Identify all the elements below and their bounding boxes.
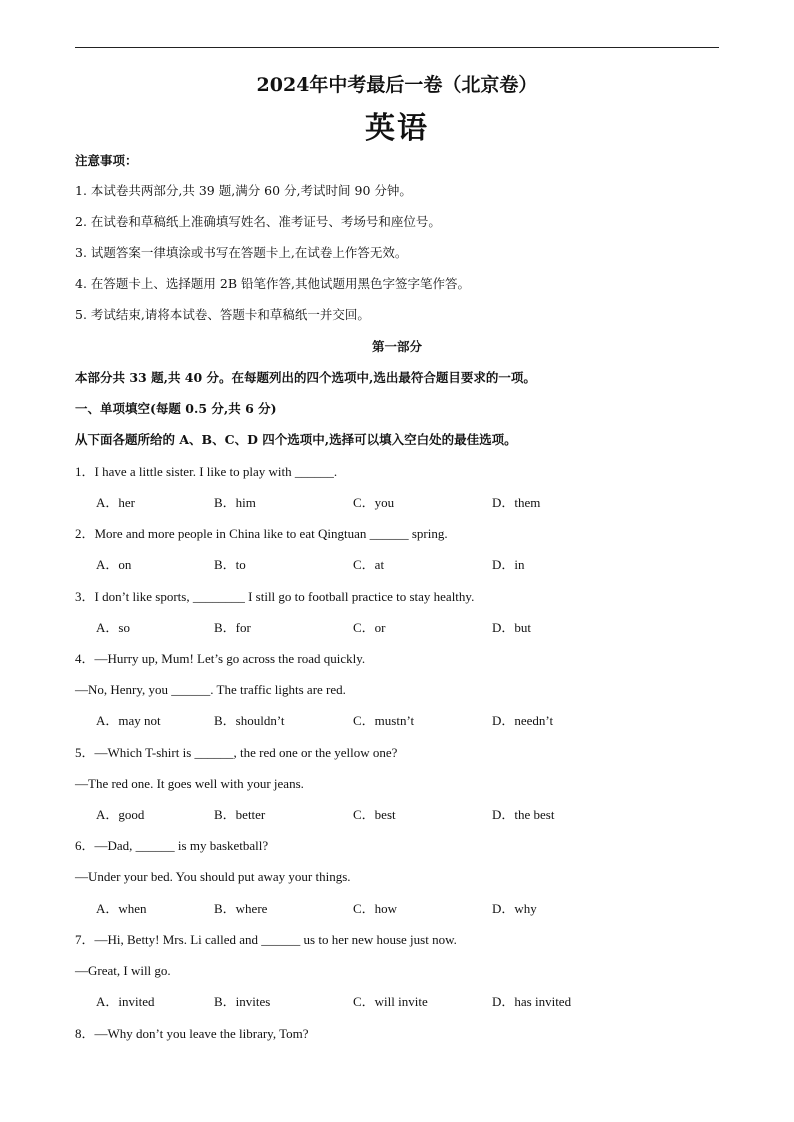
note-item: 4. 在答题卡上、选择题用 2B 铅笔作答,其他试题用黑色字签字笔作答。 (75, 276, 470, 291)
option-d: D．has invited (492, 994, 572, 1009)
question-dialogue: —The red one. It goes well with your jeans. (75, 776, 304, 791)
exam-subject: 英语 (365, 111, 429, 146)
option-d: D．in (492, 557, 525, 572)
note-item: 2. 在试卷和草稿纸上准确填写姓名、准考证号、考场号和座位号。 (75, 214, 441, 229)
option-a: A．on (96, 557, 132, 572)
question-dialogue: —No, Henry, you ______. The traffic lights are red. (75, 682, 346, 697)
question-stem: 6．—Dad, ______ is my basketball? (75, 838, 269, 853)
question-stem: 7．—Hi, Betty! Mrs. Li called and ______ us to her new house just now. (75, 932, 457, 947)
note-item: 1. 本试卷共两部分,共 39 题,满分 60 分,考试时间 90 分钟。 (75, 183, 412, 198)
notes-heading: 注意事项： (75, 153, 138, 168)
question-dialogue: —Great, I will go. (75, 963, 171, 978)
option-c: C．you (353, 495, 395, 510)
option-a: A．when (96, 901, 147, 916)
option-a: A．her (96, 495, 135, 510)
option-c: C．will invite (353, 994, 428, 1009)
option-d: D．but (492, 620, 532, 635)
option-d: D．why (492, 901, 537, 916)
option-b: B．shouldn’t (214, 713, 285, 728)
section-instruction: 从下面各题所给的 A、B、C、D 四个选项中,选择可以填入空白处的最佳选项。 (75, 432, 517, 447)
option-c: C．mustn’t (353, 713, 415, 728)
option-c: C．best (353, 807, 396, 822)
option-b: B．to (214, 557, 246, 572)
option-c: C．or (353, 620, 386, 635)
option-a: A．so (96, 620, 130, 635)
option-d: D．them (492, 495, 541, 510)
option-d: D．the best (492, 807, 555, 822)
question-stem: 1．I have a little sister. I like to play with ______. (75, 464, 338, 479)
question-stem: 4．—Hurry up, Mum! Let’s go across the road quickly. (75, 651, 366, 666)
question-stem: 5．—Which T-shirt is ______, the red one or the yellow one? (75, 745, 398, 760)
question-stem: 3．I don’t like sports, ________ I still go to football practice to stay healthy. (75, 589, 475, 604)
header-rule (75, 47, 719, 48)
option-c: C．at (353, 557, 385, 572)
option-b: B．where (214, 901, 268, 916)
exam-title: 2024年中考最后一卷（北京卷） (256, 74, 538, 96)
option-b: B．invites (214, 994, 271, 1009)
question-stem: 2．More and more people in China like to eat Qingtuan ______ spring. (75, 526, 448, 541)
option-a: A．may not (96, 713, 161, 728)
option-c: C．how (353, 901, 398, 916)
option-a: A．good (96, 807, 145, 822)
section-heading: 一、单项填空(每题 0.5 分,共 6 分) (75, 401, 277, 416)
note-item: 5. 考试结束,请将本试卷、答题卡和草稿纸一并交回。 (75, 307, 370, 322)
part-heading: 第一部分 (371, 339, 422, 354)
option-b: B．better (214, 807, 266, 822)
option-b: B．for (214, 620, 251, 635)
question-stem: 8．—Why don’t you leave the library, Tom? (75, 1026, 309, 1041)
option-b: B．him (214, 495, 256, 510)
part-intro: 本部分共 33 题,共 40 分。在每题列出的四个选项中,选出最符合题目要求的一项。 (75, 370, 536, 385)
option-a: A．invited (96, 994, 155, 1009)
note-item: 3. 试题答案一律填涂或书写在答题卡上,在试卷上作答无效。 (75, 245, 408, 260)
question-dialogue: —Under your bed. You should put away your things. (75, 869, 351, 884)
option-d: D．needn’t (492, 713, 554, 728)
